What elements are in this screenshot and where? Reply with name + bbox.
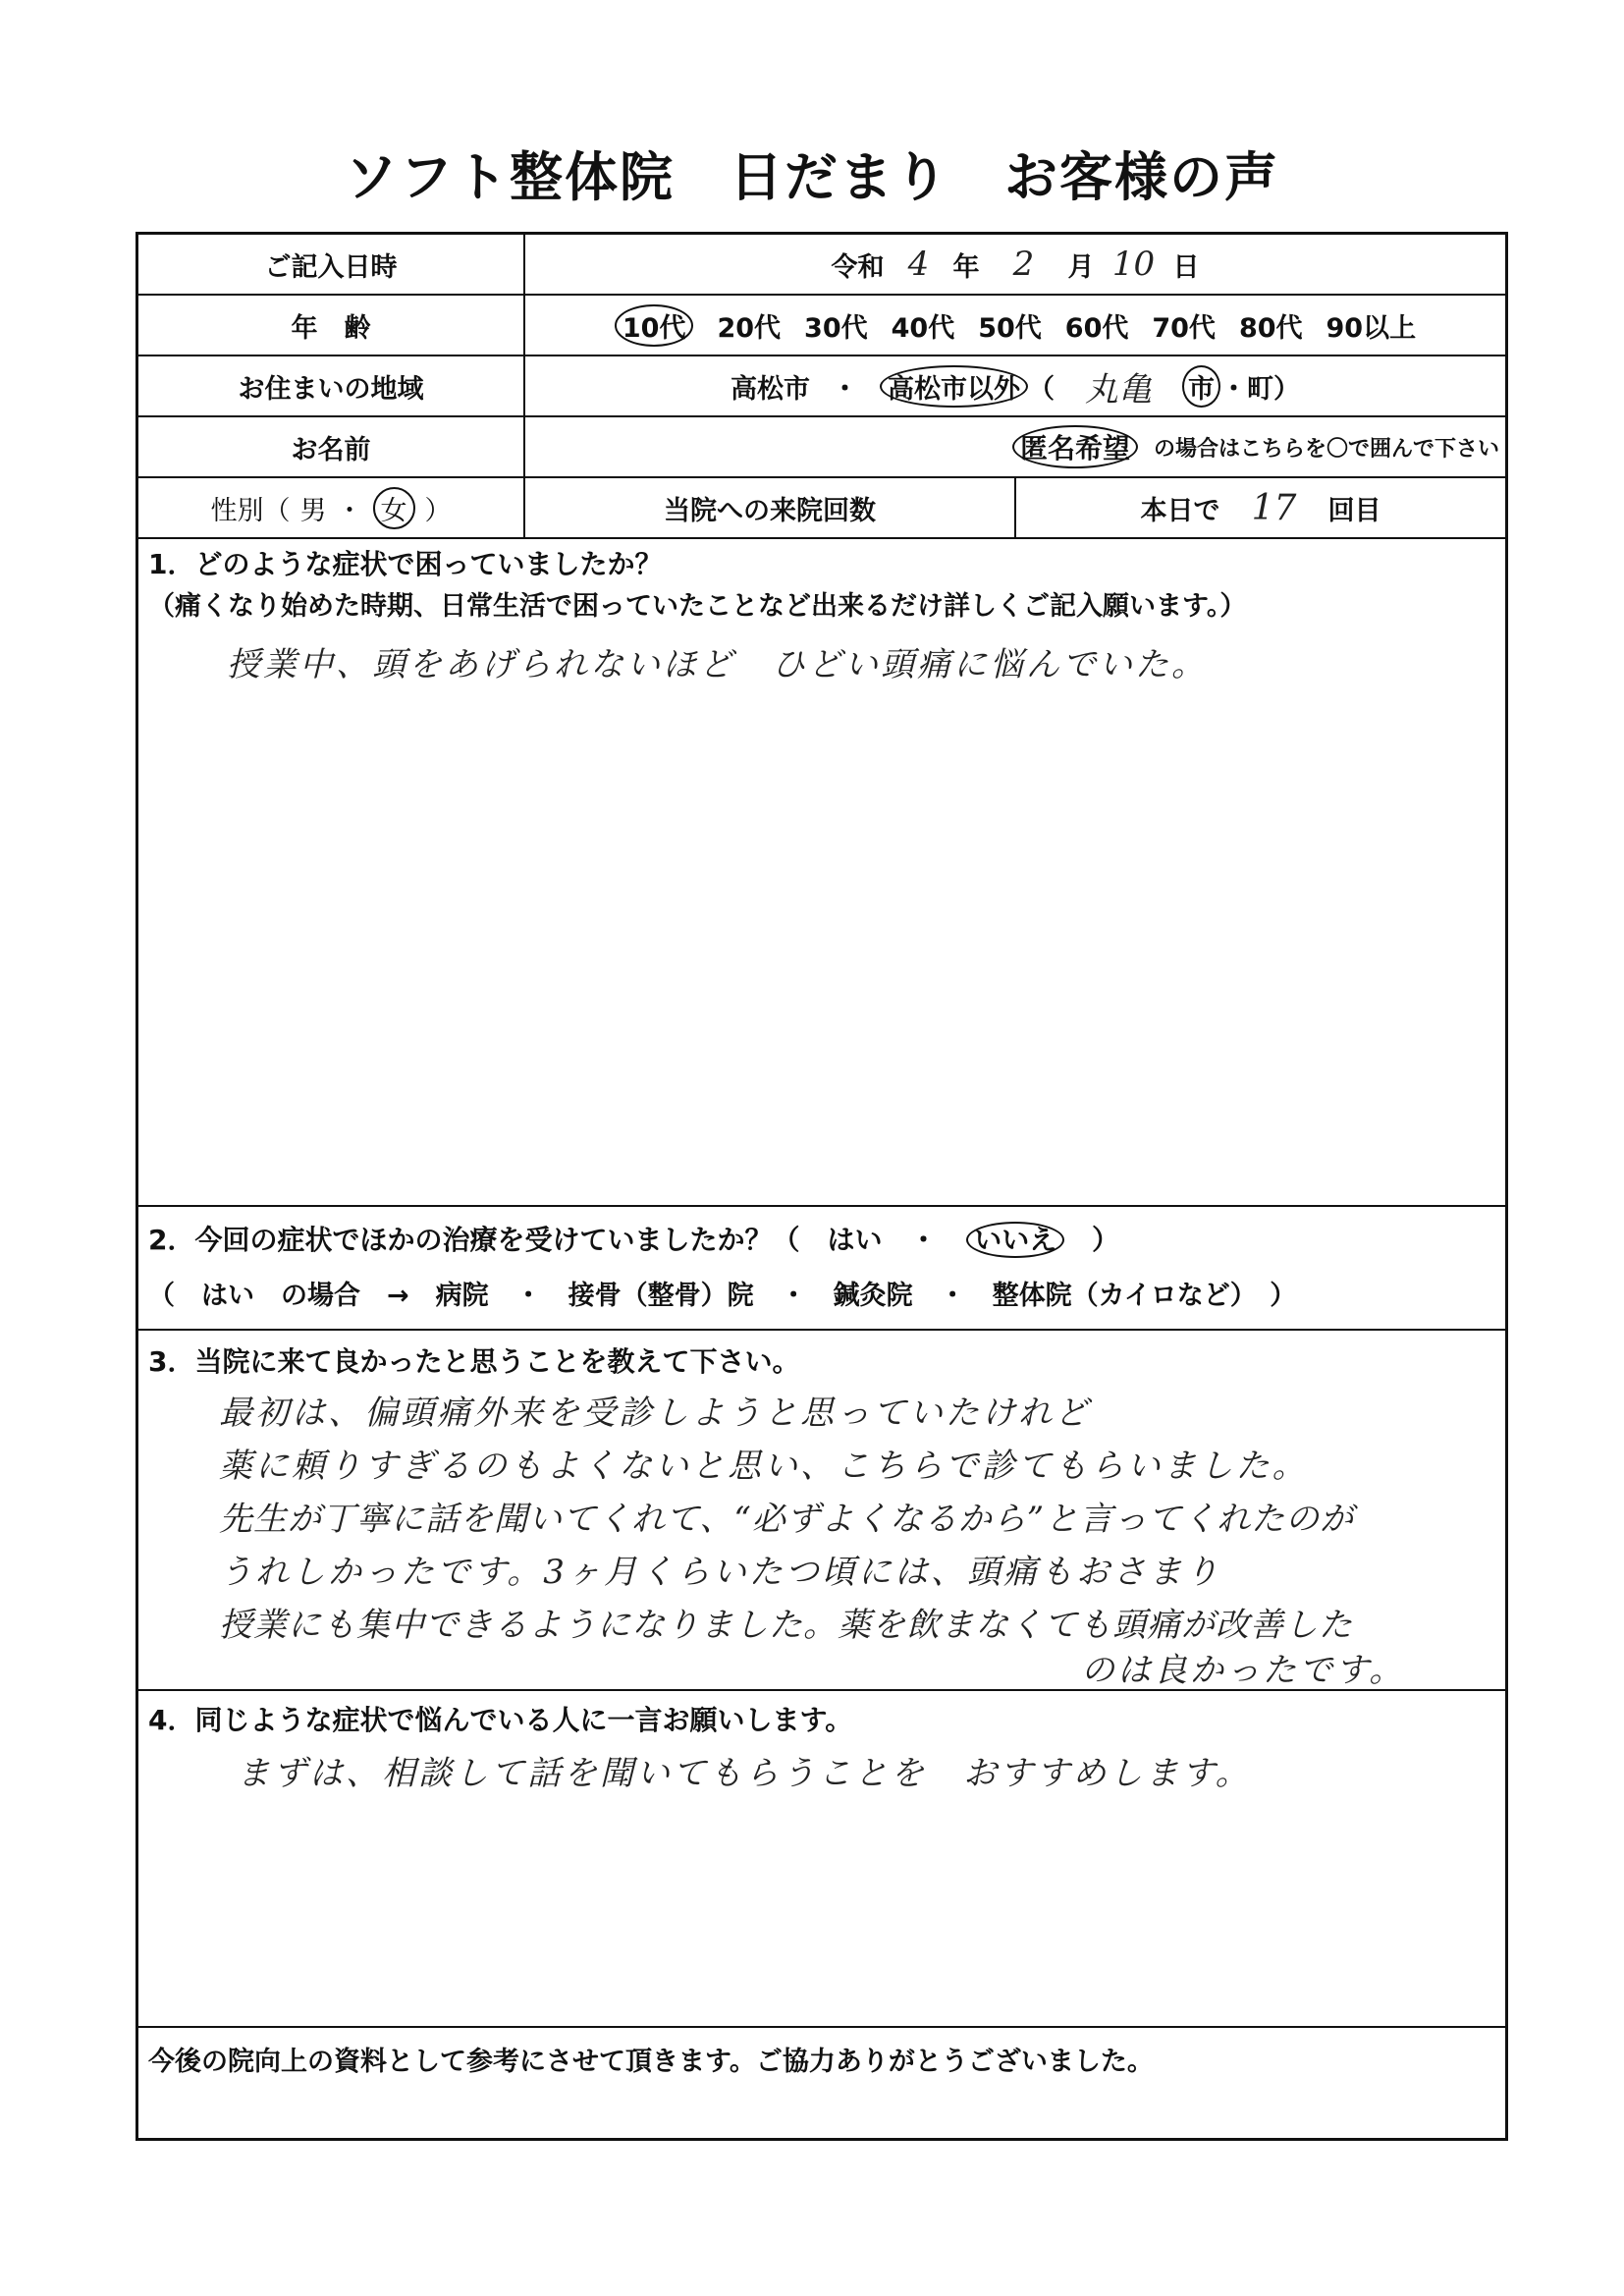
date-label: ご記入日時 xyxy=(138,235,525,294)
age-option-60s[interactable]: 60代 xyxy=(1064,312,1129,344)
date-value xyxy=(525,235,1505,294)
name-value xyxy=(525,417,1505,476)
name-row xyxy=(138,417,1505,478)
age-option-20s[interactable]: 20代 xyxy=(717,312,782,344)
footer-note: 今後の院向上の資料として参考にさせて頂きます。ご協力ありがとうございました。 xyxy=(148,2047,1154,2077)
age-option-80s[interactable]: 80代 xyxy=(1238,312,1303,344)
visits-label: 当院への来院回数 xyxy=(525,478,1016,537)
age-options xyxy=(525,296,1505,355)
anonymous-option[interactable]: 匿名希望 xyxy=(1012,425,1138,468)
q2-heading-end: ） xyxy=(1092,1224,1120,1256)
q3-answer-line-1[interactable]: 最初は、偏頭痛外来を受診しようと思っていたけれど xyxy=(219,1394,1091,1433)
q2-section xyxy=(138,1207,1505,1331)
q1-section xyxy=(138,539,1505,1207)
year-value[interactable]: 4 xyxy=(907,245,930,284)
q2-subheading: （ はい の場合 → 病院 ・ 接骨（整骨）院 ・ 鍼灸院 ・ 整体院（カイロなど） ） xyxy=(148,1281,1297,1311)
q3-answer-line-5[interactable]: 授業にも集中できるようになりました。薬を飲まなくても頭痛が改善した xyxy=(219,1606,1353,1645)
month-value[interactable]: 2 xyxy=(1012,245,1035,284)
q4-section xyxy=(138,1691,1505,2028)
area-row xyxy=(138,356,1505,417)
gender-prefix: 性別（ xyxy=(210,495,291,526)
area-label: お住まいの地域 xyxy=(138,356,525,415)
area-close: ） xyxy=(1273,373,1300,405)
q1-heading: 1．どのような症状で困っていましたか？ xyxy=(148,548,663,580)
age-option-40s[interactable]: 40代 xyxy=(891,312,955,344)
q3-heading: 3．当院に来て良かったと思うことを教えて下さい。 xyxy=(148,1345,800,1378)
form-title: ソフト整体院 日だまり お客様の声 xyxy=(345,146,1279,208)
age-option-30s[interactable]: 30代 xyxy=(804,312,868,344)
age-row xyxy=(138,296,1505,356)
month-unit: 月 xyxy=(1067,251,1095,283)
age-option-10s[interactable]: 10代 xyxy=(615,304,694,347)
anonymous-note: の場合はこちらを〇で囲んで下さい xyxy=(1153,436,1499,462)
year-unit: 年 xyxy=(952,251,980,283)
city-name[interactable]: 丸亀 xyxy=(1085,369,1152,410)
q2-heading-line xyxy=(148,1219,1119,1258)
city-unit[interactable]: 市 xyxy=(1182,365,1220,408)
town-unit[interactable]: 町 xyxy=(1247,373,1273,405)
gender-dot: ・ xyxy=(336,495,363,526)
q1-answer[interactable]: 授業中、頭をあげられないほど ひどい頭痛に悩んでいた。 xyxy=(227,645,1208,684)
area-option-takamatsu[interactable]: 高松市 xyxy=(731,373,810,405)
visits-unit: 回目 xyxy=(1327,495,1381,526)
q3-answer-line-6[interactable]: のは良かったです。 xyxy=(1081,1651,1406,1690)
q2-option-no[interactable]: いいえ xyxy=(966,1222,1064,1258)
gender-option-female[interactable]: 女 xyxy=(373,487,415,529)
name-label: お名前 xyxy=(138,417,525,476)
age-option-50s[interactable]: 50代 xyxy=(978,312,1042,344)
gender-label xyxy=(138,478,525,537)
q3-answer-line-2[interactable]: 薬に頼りすぎるのもよくないと思い、こちらで診てもらいました。 xyxy=(219,1447,1309,1486)
visit-count[interactable]: 17 xyxy=(1251,487,1297,528)
q3-answer-line-4[interactable]: うれしかったです。3ヶ月くらいたつ頃には、頭痛もおさまり xyxy=(219,1553,1221,1592)
visits-today: 本日で xyxy=(1140,495,1220,526)
area-sep: ・ xyxy=(1220,373,1247,405)
area-open: （ xyxy=(1028,373,1055,405)
gender-suffix: ） xyxy=(424,495,452,526)
survey-form xyxy=(135,232,1508,2141)
area-dot: ・ xyxy=(832,373,858,405)
q2-heading: 2．今回の症状でほかの治療を受けていましたか？（ はい ・ xyxy=(148,1224,938,1256)
day-unit: 日 xyxy=(1172,251,1200,283)
q3-section xyxy=(138,1331,1505,1691)
gender-visits-row xyxy=(138,478,1505,539)
gender-option-male[interactable]: 男 xyxy=(299,495,327,526)
day-value[interactable]: 10 xyxy=(1111,245,1156,284)
date-row xyxy=(138,235,1505,296)
q4-answer[interactable]: まずは、相談して話を聞いてもらうことを おすすめします。 xyxy=(237,1754,1252,1793)
q3-answer-line-3[interactable]: 先生が丁寧に話を聞いてくれて、“必ずよくなるから”と言ってくれたのが xyxy=(219,1500,1355,1539)
area-option-outside[interactable]: 高松市以外 xyxy=(880,365,1028,408)
age-label: 年 齢 xyxy=(138,296,525,355)
age-option-90plus[interactable]: 90以上 xyxy=(1326,312,1417,344)
visits-value xyxy=(1016,478,1505,537)
era: 令和 xyxy=(831,251,885,283)
area-value xyxy=(525,356,1505,415)
age-option-70s[interactable]: 70代 xyxy=(1152,312,1216,344)
q1-subheading: （痛くなり始めた時期、日常生活で困っていたことなど出来るだけ詳しくご記入願います。） xyxy=(148,591,1247,622)
q4-heading: 4．同じような症状で悩んでいる人に一言お願いします。 xyxy=(148,1704,853,1736)
